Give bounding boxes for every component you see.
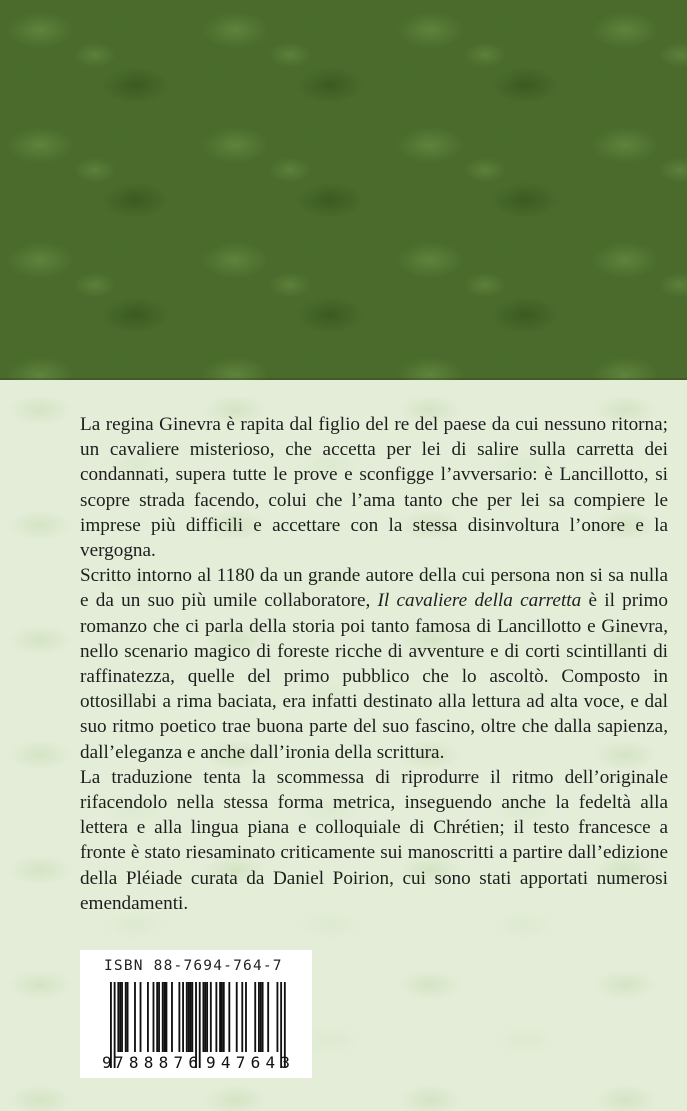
barcode-bar — [171, 982, 173, 1052]
book-title-italic: Il cavaliere della carretta — [377, 590, 582, 612]
barcode-bar — [260, 982, 262, 1052]
barcode-bar — [254, 982, 256, 1052]
blurb-paragraph-3: La traduzione tenta la scommessa di riprodurre il ritmo dell’originale rifacendolo nella stessa forma metrica, inseguendo anche la fedeltà alla lettera e alla lingua piana e colloquiale di Chrétien; il testo francesce a fronte è stato riesaminato criticamente sui manoscritti a partire dall’edizione della Pléiade curata da Daniel Poirion, cui sono stati apportati numerosi emendamenti. — [80, 766, 668, 914]
barcode-bar — [190, 982, 192, 1052]
blurb-paragraph-1: La regina Ginevra è rapita dal figlio del re del paese da cui nessuno ritorna; un cavaliere misterioso, che accetta per lei di salire sulla carretta dei condannati, supera tutte le prove e sconfigge l’avversario: è Lancillotto, si scopre strada facendo, colui che l’ama tanto che per lei sa compiere le imprese più difficili e accettare con la stessa disinvoltura l’onore e la vergogna. — [80, 414, 668, 562]
barcode-bar — [267, 982, 269, 1052]
barcode-bar — [134, 982, 136, 1052]
barcode-bar — [236, 982, 238, 1052]
ean-barcode — [80, 950, 312, 1078]
barcode-bar — [262, 982, 264, 1052]
barcode-panel — [80, 950, 312, 1078]
isbn-label: ISBN 88-7694-764-7 — [104, 958, 283, 974]
barcode-bar — [203, 982, 205, 1052]
barcode-bar — [191, 982, 193, 1052]
ean-left-digits: 788876 — [114, 1053, 198, 1072]
barcode-bar — [245, 982, 247, 1052]
barcode-bar — [199, 982, 201, 1068]
barcode-bar — [228, 982, 230, 1052]
barcode-bar — [119, 982, 121, 1052]
barcode-bar — [127, 982, 129, 1052]
barcode-bar — [182, 982, 184, 1052]
barcode-bar — [164, 982, 166, 1052]
barcode-bar — [210, 982, 212, 1052]
barcode-bar — [125, 982, 127, 1052]
barcode-bar — [204, 982, 206, 1052]
barcode-bar — [223, 982, 225, 1052]
barcode-bar — [219, 982, 221, 1052]
barcode-bar — [186, 982, 188, 1052]
barcode-bar — [162, 982, 164, 1052]
back-cover-blurb — [80, 412, 668, 916]
barcode-bar — [258, 982, 260, 1052]
barcode-bar — [121, 982, 123, 1052]
barcode-bar — [147, 982, 149, 1052]
barcode-bar — [188, 982, 190, 1052]
barcode-bar — [158, 982, 160, 1052]
blurb-paragraph-2 — [80, 563, 668, 765]
blurb-p2-end: è il primo romanzo che ci parla della storia poi tanto famosa di Lancillotto e Ginevra, nello scenario magico di foreste ricche di avventure e di corti scintillanti di raffinatezza, quelle del primo pubblico che lo ascoltò. Composto in ottosillabi a rima baciata, era infatti destinato alla lettura ad alta voce, e dal suo ritmo poetico trae buona parte del suo fascino, oltre che dalla sapienza, dall’eleganza e anche dall’ironia della scrittura. — [80, 590, 669, 763]
ean-first-digit: 9 — [102, 1053, 112, 1072]
barcode-bar — [277, 982, 279, 1052]
cover-pattern-band — [0, 0, 687, 380]
barcode-bar — [153, 982, 155, 1052]
ean-right-digits: 947643 — [206, 1053, 290, 1072]
barcode-bar — [215, 982, 217, 1052]
barcode-bar — [178, 982, 180, 1052]
barcode-bar — [221, 982, 223, 1052]
barcode-bar — [117, 982, 119, 1052]
barcode-bar — [241, 982, 243, 1052]
barcode-bar — [140, 982, 142, 1052]
barcode-bar — [156, 982, 158, 1052]
blurb-p2-start: Scritto intorno al 1180 da un grande autore della cui persona non si sa nulla e da un suo più umile collaboratore, — [80, 565, 668, 612]
barcode-bar — [206, 982, 208, 1052]
barcode-bar — [166, 982, 168, 1052]
